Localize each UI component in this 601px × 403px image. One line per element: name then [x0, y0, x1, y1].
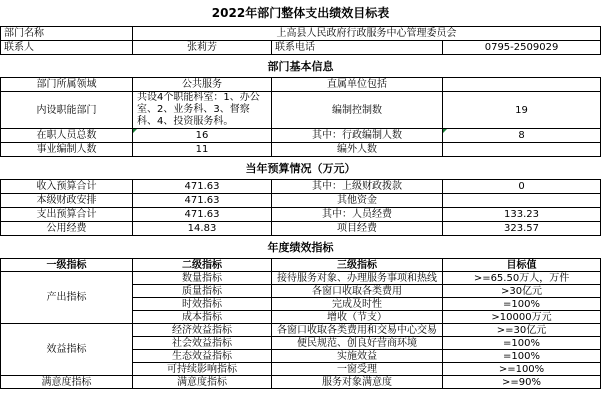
expense-value: 471.63: [133, 208, 272, 222]
target-cell: =100%: [443, 350, 601, 363]
local-row: [1, 194, 601, 208]
level3-cell: 各窗口收取各类费用: [272, 285, 443, 298]
transfer-label: 其中：上级财政拨款: [272, 180, 443, 194]
level2-cell: 生态效益指标: [133, 350, 272, 363]
target-cell: =100%: [443, 337, 601, 350]
income-row: [1, 180, 601, 194]
target-cell: =100%: [443, 298, 601, 311]
project-label: 项目经费: [272, 222, 443, 236]
other-value: [443, 194, 601, 208]
dept-name-label: 部门名称: [1, 27, 133, 41]
extra-value: [443, 143, 601, 157]
field-value: 公共服务: [133, 78, 272, 92]
admin-value: 8: [443, 129, 601, 143]
level1-benefit: 效益指标: [1, 324, 133, 376]
expense-label: 支出预算合计: [1, 208, 133, 222]
level3-cell: 实施效益: [272, 350, 443, 363]
personnel-value: 133.23: [443, 208, 601, 222]
contact-value: 张莉芳: [133, 41, 272, 55]
level3-cell: 完成及时性: [272, 298, 443, 311]
transfer-value: 0: [443, 180, 601, 194]
perf-header-row: [1, 259, 601, 272]
level3-cell: 各窗口收取各类费用和交易中心交易: [272, 324, 443, 337]
level3-cell: 服务对象满意度: [272, 376, 443, 389]
duty-label: 内设职能部门: [1, 92, 133, 129]
level1-output: 产出指标: [1, 272, 133, 324]
target-table: [0, 26, 601, 389]
level3-cell: 增收（节支）: [272, 311, 443, 324]
dept-name-value: 上高县人民政府行政服务中心管理委员会: [133, 27, 601, 41]
onjob-row: [1, 129, 601, 143]
level1-satisfaction: 满意度指标: [1, 376, 133, 389]
level2-cell: 时效指标: [133, 298, 272, 311]
local-label: 本级财政安排: [1, 194, 133, 208]
level2-cell: 经济效益指标: [133, 324, 272, 337]
header-target: 目标值: [443, 259, 601, 272]
level3-cell: 接待服务对象、办理服务事项和热线: [272, 272, 443, 285]
target-cell: >30亿元: [443, 285, 601, 298]
field-row: [1, 78, 601, 92]
header-level3: 三级指标: [272, 259, 443, 272]
other-label: 其他资金: [272, 194, 443, 208]
project-value: 323.57: [443, 222, 601, 236]
table-row: [1, 272, 601, 285]
basic-section-row: [1, 55, 601, 78]
local-value: 471.63: [133, 194, 272, 208]
duty-row: [1, 92, 601, 129]
inst-value: 11: [133, 143, 272, 157]
public-row: [1, 222, 601, 236]
header-level1: 一级指标: [1, 259, 133, 272]
staffing-label: 编制控制数: [272, 92, 443, 129]
field-label: 部门所属领域: [1, 78, 133, 92]
onjob-label: 在职人员总数: [1, 129, 133, 143]
target-cell: >=30亿元: [443, 324, 601, 337]
public-label: 公用经费: [1, 222, 133, 236]
target-cell: >=65.50万人，万件: [443, 272, 601, 285]
income-value: 471.63: [133, 180, 272, 194]
basic-section-title: 部门基本信息: [1, 55, 601, 78]
extra-label: 编外人数: [272, 143, 443, 157]
level2-cell: 可持续影响指标: [133, 363, 272, 376]
income-label: 收入预算合计: [1, 180, 133, 194]
level2-cell: 满意度指标: [133, 376, 272, 389]
contact-row: [1, 41, 601, 55]
inst-label: 事业编制人数: [1, 143, 133, 157]
perf-section-title: 年度绩效指标: [1, 236, 601, 259]
level2-cell: 数量指标: [133, 272, 272, 285]
target-cell: >10000万元: [443, 311, 601, 324]
target-cell: >=90%: [443, 376, 601, 389]
contact-label: 联系人: [1, 41, 133, 55]
level2-cell: 质量指标: [133, 285, 272, 298]
phone-value: 0795-2509029: [443, 41, 601, 55]
onjob-value: 16: [133, 129, 272, 143]
budget-section-title: 当年预算情况（万元）: [1, 157, 601, 180]
personnel-label: 其中：人员经费: [272, 208, 443, 222]
table-row: [1, 324, 601, 337]
budget-section-row: [1, 157, 601, 180]
level3-cell: 便民规范、创良好营商环境: [272, 337, 443, 350]
inst-row: [1, 143, 601, 157]
target-cell: >=100%: [443, 363, 601, 376]
units-label: 直属单位包括: [272, 78, 443, 92]
expense-row: [1, 208, 601, 222]
public-value: 14.83: [133, 222, 272, 236]
phone-label: 联系电话: [272, 41, 443, 55]
admin-label: 其中：行政编制人数: [272, 129, 443, 143]
table-row: [1, 376, 601, 389]
staffing-value: 19: [443, 92, 601, 129]
level2-cell: 社会效益指标: [133, 337, 272, 350]
page-title: 2022年部门整体支出绩效目标表: [211, 6, 390, 20]
perf-section-row: [1, 236, 601, 259]
level3-cell: 一窗受理: [272, 363, 443, 376]
level2-cell: 成本指标: [133, 311, 272, 324]
header-level2: 二级指标: [133, 259, 272, 272]
units-value: [443, 78, 601, 92]
dept-name-row: [1, 27, 601, 41]
duty-value: 共设4个职能科室：1、办公室、2、业务科、3、督察科、4、投资服务科。: [133, 92, 272, 129]
